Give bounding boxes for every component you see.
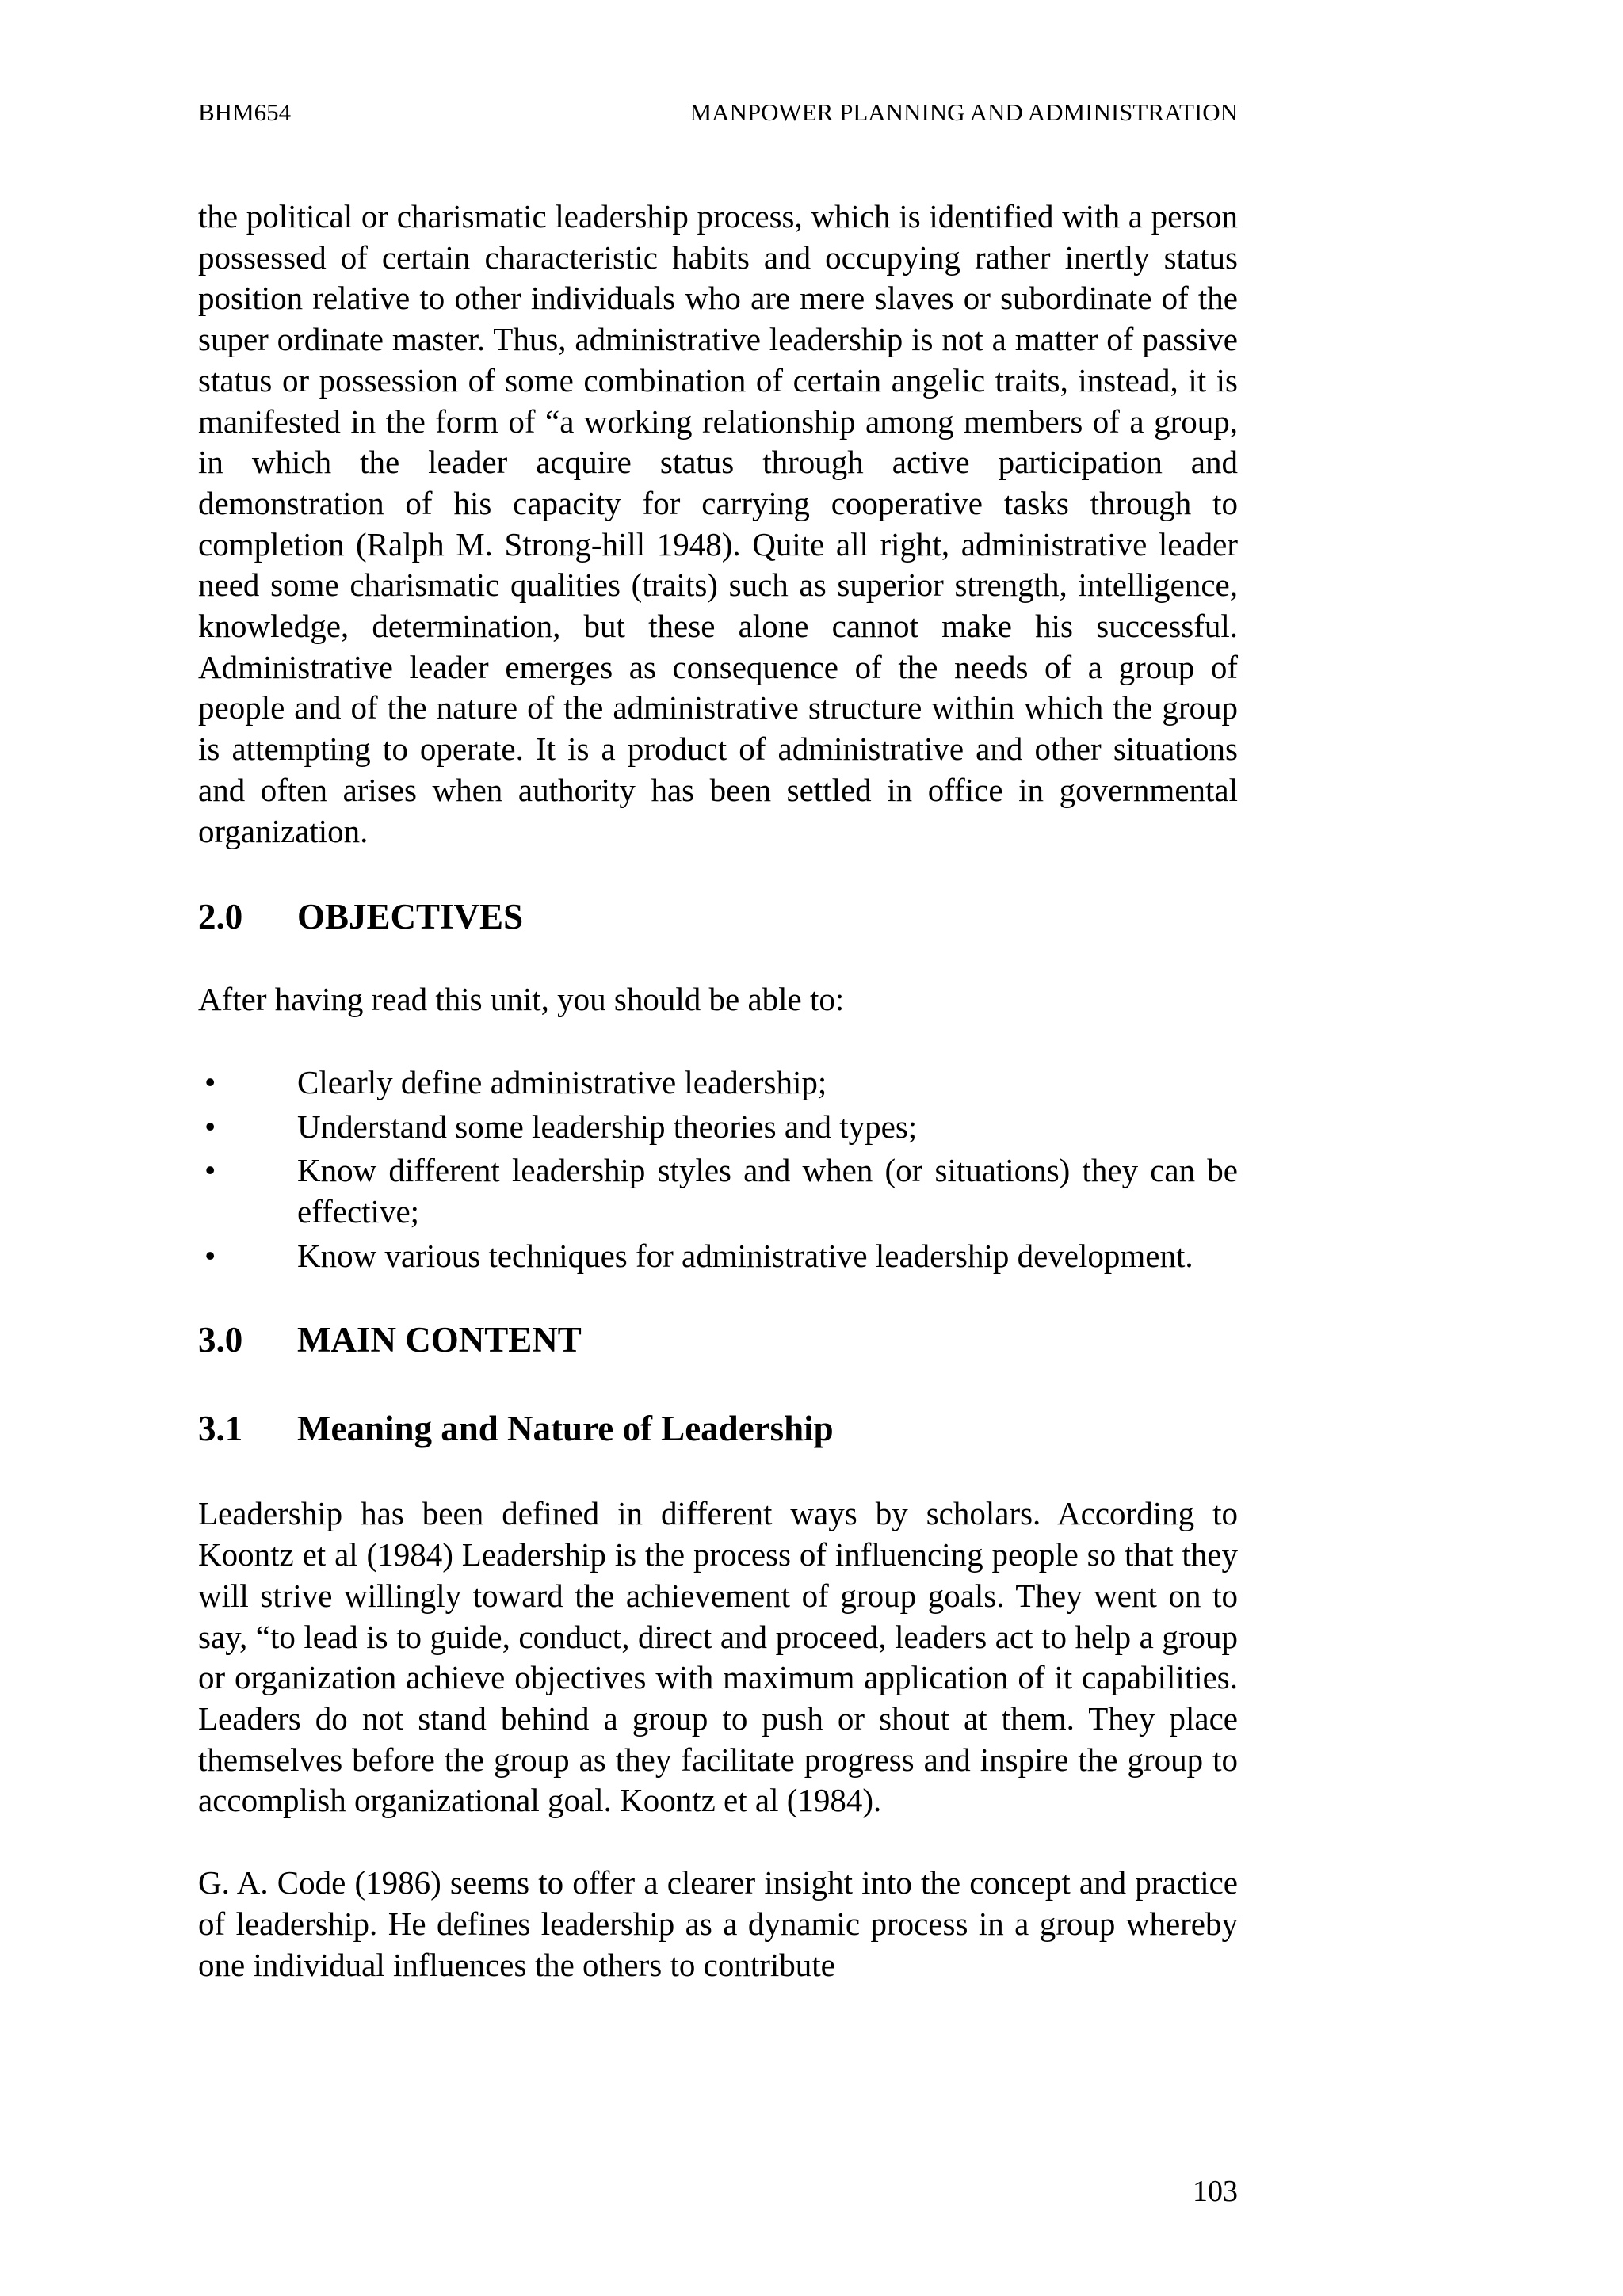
page-content (198, 196, 1238, 1985)
leadership-paragraph-2: G. A. Code (1986) seems to offer a clearer insight into the concept and practice of leadership. He defines leadership as a dynamic process in a group whereby one individual influences the others to contribute (198, 1864, 1238, 1983)
list-item (198, 1236, 1238, 1277)
section-3-1-title: Meaning and Nature of Leadership (297, 1409, 834, 1449)
bullet-icon: • (204, 1063, 216, 1100)
page-number: 103 (1193, 2175, 1238, 2208)
main-content-title: MAIN CONTENT (297, 1320, 582, 1360)
list-item-text: Understand some leadership theories and types; (297, 1108, 918, 1145)
main-content-heading (198, 1316, 1238, 1363)
section-3-1-number: 3.1 (198, 1409, 243, 1449)
objectives-heading (198, 893, 1238, 940)
course-title: MANPOWER PLANNING AND ADMINISTRATION (689, 98, 1238, 126)
running-header (198, 98, 1238, 127)
objectives-number: 2.0 (198, 897, 243, 937)
main-content-number: 3.0 (198, 1320, 243, 1360)
list-item-text: Know different leadership styles and when (or situations) they can be effective; (297, 1152, 1238, 1230)
list-item (198, 1107, 1238, 1148)
leadership-paragraph-1: Leadership has been defined in different ways by scholars. According to Koontz et al (1984) Leadership is the process of influencing people so that they will strive willingly toward the achievement of group goals. They went on to say, “to lead is to guide, conduct, direct and proceed, leaders act to help a group or organization achieve objectives with maximum application of it capabilities. Leaders do not stand behind a group to push or shout at them. They place themselves before the group as they facilitate progress and inspire the group to accomplish organizational goal. Koontz et al (1984). (198, 1495, 1238, 1819)
list-item-text: Clearly define administrative leadership; (297, 1063, 827, 1100)
section-3-1-heading (198, 1405, 1238, 1452)
list-item (198, 1062, 1238, 1104)
intro-paragraph: the political or charismatic leadership process, which is identified with a person possessed of certain characteristic habits and occupying rather inertly status position relative to other individuals who are mere slaves or subordinate of the super ordinate master. Thus, administrative leadership is not a matter of passive status or possession of some combination of certain angelic traits, instead, it is manifested in the form of “a working relationship among members of a group, in which the leader acquire status through active participation and demonstration of his capacity for carrying cooperative tasks through to completion (Ralph M. Strong-hill 1948). Quite all right, administrative leader need some charismatic qualities (traits) such as superior strength, intelligence, knowledge, determination, but these alone cannot make his successful. Administrative leader emerges as consequence of the needs of a group of people and of the nature of the administrative structure within which the group is attempting to operate. It is a product of administrative and other situations and often arises when authority has been settled in office in governmental organization. (198, 198, 1238, 849)
course-code: BHM654 (198, 98, 292, 126)
objectives-lead: After having read this unit, you should be able to: (198, 981, 845, 1018)
objectives-title: OBJECTIVES (297, 897, 524, 937)
bullet-icon: • (204, 1152, 216, 1189)
bullet-icon: • (204, 1108, 216, 1145)
objectives-list (198, 1062, 1238, 1277)
list-item-text: Know various techniques for administrative leadership development. (297, 1237, 1193, 1274)
list-item (198, 1150, 1238, 1232)
bullet-icon: • (204, 1237, 216, 1274)
